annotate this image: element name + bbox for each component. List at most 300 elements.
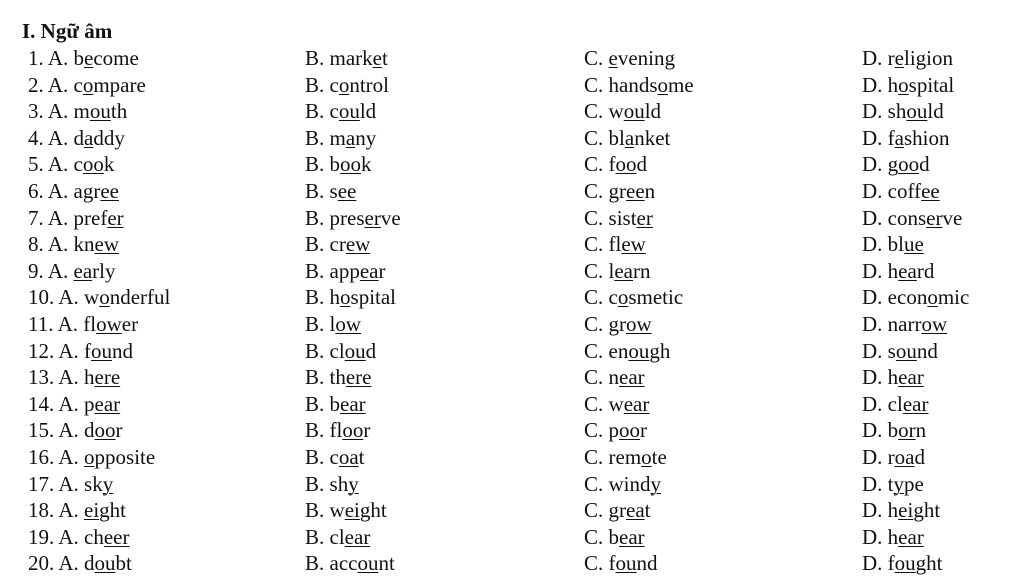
option-letter: A. [58, 418, 79, 443]
section-title: I. Ngữ âm [22, 19, 113, 43]
underlined-sound: ou [628, 338, 650, 363]
underlined-sound: ou [615, 551, 637, 576]
answer-option [28, 205, 124, 232]
question-number: 20. [28, 551, 55, 576]
option-word [330, 99, 377, 123]
option-word [609, 259, 651, 283]
word-part: ght [913, 498, 941, 523]
option-word [84, 472, 113, 496]
underlined-sound: oo [615, 152, 637, 177]
word-part: bt [115, 551, 132, 576]
option-letter: C. [584, 444, 604, 469]
option-word [330, 152, 372, 176]
option-word [330, 498, 387, 522]
option-word [74, 73, 146, 97]
word-part: d [914, 444, 925, 469]
option-letter: C. [584, 418, 604, 443]
underlined-sound: ew [621, 232, 646, 257]
option-letter: A. [58, 471, 79, 496]
answer-option [862, 72, 954, 99]
option-letter: B. [305, 444, 325, 469]
option-letter: A. [47, 99, 69, 124]
word-part: pref [73, 205, 108, 230]
word-part: mic [937, 285, 970, 310]
word-part: te [651, 444, 667, 469]
underlined-sound: ow [96, 311, 122, 336]
question-row [0, 550, 1024, 577]
option-word [888, 365, 924, 389]
word-part: fl [83, 311, 97, 336]
word-part: ght [915, 551, 943, 576]
question-row [0, 98, 1024, 125]
word-part: coff [887, 178, 922, 203]
word-part: ght [99, 498, 127, 523]
answer-option [305, 497, 387, 524]
underlined-sound: e [608, 46, 618, 70]
underlined-sound: ear [898, 365, 924, 390]
word-part: gr [608, 178, 627, 203]
option-letter: A. [58, 498, 79, 523]
underlined-sound: ew [345, 232, 371, 257]
option-word [609, 206, 653, 230]
word-part: sk [84, 471, 103, 496]
question-row [0, 444, 1024, 471]
word-part: g [887, 152, 899, 177]
word-part: p [84, 391, 95, 416]
option-word [888, 99, 944, 123]
word-part: nket [634, 125, 671, 150]
underlined-sound: er [364, 205, 381, 230]
option-word [74, 152, 115, 176]
option-letter: B. [305, 498, 325, 523]
answer-option [305, 151, 372, 178]
word-part: nd [636, 551, 658, 576]
word-part: bl [608, 125, 625, 150]
question-row [0, 231, 1024, 258]
question-row [0, 391, 1024, 418]
answer-option [584, 72, 694, 99]
question-number: 12. [28, 338, 55, 363]
answer-option [584, 338, 670, 365]
option-letter: B. [305, 46, 325, 70]
answer-option [584, 550, 658, 577]
word-part: c [608, 285, 618, 310]
word-part: shion [904, 125, 950, 150]
option-word [609, 445, 667, 469]
word-part: f [608, 152, 616, 177]
option-letter: B. [305, 524, 325, 549]
option-word [609, 418, 648, 442]
question-row [0, 205, 1024, 232]
answer-option [305, 550, 395, 577]
question-row [0, 524, 1024, 551]
answer-option [584, 284, 683, 311]
word-part: me [668, 72, 694, 97]
word-part: w [329, 498, 345, 523]
underlined-sound: ear [619, 524, 645, 549]
answer-option [28, 125, 125, 152]
underlined-sound: a [894, 125, 904, 150]
option-letter: A. [47, 205, 69, 230]
option-word [330, 418, 371, 442]
word-part: cl [887, 391, 903, 416]
word-part: f [608, 551, 616, 576]
option-letter: B. [305, 471, 325, 496]
answer-option [584, 391, 649, 418]
word-part: s [329, 178, 338, 203]
answer-option [305, 284, 396, 311]
word-part: k [103, 152, 115, 177]
option-word [74, 206, 124, 230]
option-letter: A. [58, 338, 79, 363]
answer-option [305, 125, 376, 152]
answer-option [862, 311, 947, 338]
word-part: narr [887, 311, 922, 336]
underlined-sound: or [898, 418, 916, 443]
word-part: m [329, 125, 346, 150]
option-letter: B. [305, 418, 325, 443]
option-letter: A. [58, 524, 79, 549]
word-part: nderful [109, 285, 171, 310]
word-part: n [915, 418, 927, 443]
word-part: agr [73, 178, 101, 203]
underlined-sound: e [372, 46, 382, 70]
option-word [609, 392, 650, 416]
option-letter: D. [862, 311, 883, 336]
option-letter: A. [58, 551, 79, 576]
option-letter: C. [584, 285, 604, 310]
option-letter: A. [47, 178, 69, 203]
answer-option [862, 178, 940, 205]
option-letter: B. [305, 99, 325, 124]
question-number: 9. [28, 258, 44, 283]
underlined-sound: a [345, 125, 356, 150]
word-part: ch [84, 524, 104, 549]
option-letter: B. [305, 125, 325, 150]
option-letter: C. [584, 524, 604, 549]
option-letter: A. [47, 46, 69, 70]
word-part: r [115, 418, 123, 443]
answer-option [862, 284, 969, 311]
question-row [0, 178, 1024, 205]
underlined-sound: ee [100, 178, 119, 203]
option-letter: D. [862, 205, 883, 230]
word-part: pres [329, 205, 365, 230]
underlined-sound: ou [338, 99, 360, 124]
answer-option [305, 258, 386, 285]
answer-option [862, 471, 924, 498]
option-letter: D. [862, 258, 883, 283]
underlined-sound: ow [626, 311, 652, 336]
option-letter: B. [305, 391, 325, 416]
word-part: h [329, 285, 341, 310]
underlined-sound: ei [84, 498, 100, 523]
word-part: f [84, 338, 92, 363]
option-word [609, 152, 648, 176]
word-part: h [84, 365, 95, 390]
option-word [74, 46, 139, 70]
word-part: t [887, 471, 894, 496]
option-letter: A. [47, 72, 69, 97]
option-letter: A. [47, 258, 69, 283]
option-word [74, 259, 116, 283]
option-word [609, 498, 651, 522]
word-part: vening [617, 46, 675, 70]
option-word [330, 525, 371, 549]
option-word [888, 312, 947, 336]
word-part: r [887, 444, 895, 469]
option-word [330, 339, 377, 363]
underlined-sound: ear [340, 391, 366, 416]
word-part: th [110, 99, 128, 124]
question-number: 14. [28, 391, 55, 416]
question-number: 8. [28, 232, 44, 257]
question-list [0, 45, 1024, 577]
answer-option [584, 311, 652, 338]
underlined-sound: ere [345, 365, 372, 390]
option-letter: A. [57, 311, 78, 336]
option-word [330, 46, 388, 70]
word-part: cl [329, 338, 345, 363]
word-part: l [329, 311, 336, 336]
option-letter: A. [47, 152, 69, 177]
word-part: rd [916, 258, 935, 283]
word-part: b [887, 418, 899, 443]
option-word [888, 232, 924, 256]
answer-option [862, 231, 924, 258]
underlined-sound: o [340, 285, 351, 310]
option-letter: C. [584, 125, 604, 150]
word-part: wind [608, 471, 651, 496]
word-part: ntrol [349, 72, 390, 97]
option-letter: C. [584, 258, 604, 283]
underlined-sound: o [617, 285, 629, 310]
word-part: econ [887, 285, 928, 310]
answer-option [862, 258, 934, 285]
option-word [84, 418, 123, 442]
word-part: h [887, 524, 899, 549]
word-part: bl [887, 232, 905, 257]
answer-option [584, 471, 661, 498]
answer-option [305, 444, 365, 471]
option-word [888, 179, 940, 203]
option-word [330, 259, 386, 283]
underlined-sound: y [102, 471, 114, 496]
option-letter: D. [862, 99, 883, 124]
underlined-sound: ee [337, 178, 357, 203]
question-row [0, 311, 1024, 338]
underlined-sound: ea [898, 258, 917, 283]
option-word [609, 472, 662, 496]
option-word [330, 312, 362, 336]
answer-option [28, 550, 132, 577]
answer-option [28, 98, 127, 125]
word-part: h [887, 72, 899, 97]
option-word [330, 206, 401, 230]
question-number: 5. [28, 152, 44, 177]
word-part: gr [608, 311, 627, 336]
word-part: cons [887, 205, 927, 230]
option-letter: C. [584, 99, 604, 124]
answer-option [584, 444, 667, 471]
underlined-sound: o [84, 444, 95, 469]
option-letter: B. [305, 178, 325, 203]
answer-option [584, 205, 653, 232]
option-word [84, 365, 120, 389]
option-word [888, 73, 955, 97]
word-part: h [887, 258, 899, 283]
option-letter: C. [584, 232, 604, 257]
option-letter: D. [862, 391, 883, 416]
underlined-sound: ea [359, 258, 379, 283]
answer-option [862, 125, 950, 152]
option-word [888, 392, 929, 416]
underlined-sound: ear [902, 391, 929, 416]
option-word [74, 126, 125, 150]
option-word [888, 206, 963, 230]
option-letter: B. [305, 152, 325, 177]
question-number: 6. [28, 178, 44, 203]
underlined-sound: ei [898, 498, 914, 523]
word-part: come [93, 46, 139, 70]
question-number: 15. [28, 418, 55, 443]
option-word [888, 259, 935, 283]
option-letter: D. [862, 125, 883, 150]
option-word [84, 445, 155, 469]
question-number: 16. [28, 444, 55, 469]
option-letter: C. [584, 46, 604, 70]
option-letter: D. [862, 524, 883, 549]
option-letter: C. [584, 205, 604, 230]
answer-option [862, 391, 928, 418]
word-part: ld [644, 99, 662, 124]
underlined-sound: er [636, 205, 653, 230]
option-word [83, 312, 138, 336]
question-number: 2. [28, 72, 44, 97]
word-part: kn [73, 232, 95, 257]
answer-option [862, 338, 938, 365]
word-part: f [887, 551, 895, 576]
question-number: 4. [28, 125, 44, 150]
answer-option [584, 524, 645, 551]
answer-option [28, 524, 129, 551]
answer-option [862, 444, 925, 471]
option-letter: D. [862, 338, 883, 363]
option-letter: B. [305, 365, 325, 390]
underlined-sound: o [99, 285, 110, 310]
underlined-sound: ou [895, 338, 917, 363]
option-word [330, 232, 371, 256]
answer-option [305, 364, 372, 391]
word-part: d [73, 125, 85, 150]
question-row [0, 338, 1024, 365]
option-word [888, 152, 930, 176]
underlined-sound: ear [623, 391, 650, 416]
option-letter: A. [58, 391, 79, 416]
option-letter: D. [862, 72, 883, 97]
answer-option [584, 231, 646, 258]
question-row [0, 151, 1024, 178]
option-word [888, 445, 925, 469]
answer-option [584, 178, 655, 205]
answer-option [862, 98, 944, 125]
word-part: acc [329, 551, 358, 576]
answer-option [28, 364, 120, 391]
underlined-sound: ea [73, 258, 93, 283]
word-part: hands [608, 72, 658, 97]
underlined-sound: oo [898, 152, 920, 177]
question-number: 11. [28, 311, 54, 336]
question-row [0, 417, 1024, 444]
underlined-sound: a [84, 125, 94, 150]
question-number: 10. [28, 285, 55, 310]
option-word [609, 312, 652, 336]
underlined-sound: ou [623, 99, 645, 124]
option-letter: C. [584, 72, 604, 97]
answer-option [28, 284, 170, 311]
word-part: h [887, 498, 899, 523]
word-part: h [887, 365, 899, 390]
answer-option [305, 417, 370, 444]
word-part: nd [112, 338, 134, 363]
word-part: rn [633, 258, 651, 283]
option-letter: B. [305, 338, 325, 363]
option-letter: A. [47, 125, 69, 150]
underlined-sound: a [624, 125, 635, 150]
question-number: 19. [28, 524, 55, 549]
answer-option [862, 364, 924, 391]
answer-option [305, 45, 388, 72]
answer-option [862, 497, 940, 524]
word-part: ddy [93, 125, 125, 150]
underlined-sound: ew [94, 232, 120, 257]
answer-option [862, 205, 962, 232]
question-row [0, 45, 1024, 72]
option-letter: C. [584, 152, 604, 177]
option-letter: A. [47, 232, 69, 257]
question-number: 1. [28, 46, 44, 70]
option-letter: B. [305, 232, 325, 257]
word-part: fl [608, 232, 622, 257]
underlined-sound: ow [921, 311, 948, 336]
word-part: w [608, 391, 624, 416]
answer-option [305, 471, 359, 498]
answer-option [28, 338, 133, 365]
option-word [609, 73, 694, 97]
word-part: mark [329, 46, 373, 70]
word-part: c [329, 444, 339, 469]
option-letter: D. [862, 285, 883, 310]
word-part: sh [329, 471, 349, 496]
word-part: w [84, 285, 100, 310]
underlined-sound: o [657, 72, 669, 97]
question-row [0, 497, 1024, 524]
option-word [888, 339, 938, 363]
answer-option [305, 311, 361, 338]
word-part: l [608, 258, 615, 283]
option-word [330, 285, 397, 309]
option-letter: C. [584, 551, 604, 576]
underlined-sound: oa [894, 444, 915, 469]
word-part: c [73, 72, 83, 97]
underlined-sound: ear [619, 365, 645, 390]
underlined-sound: oo [82, 152, 104, 177]
option-word [84, 285, 170, 309]
word-part: ve [942, 205, 963, 230]
word-part: ve [380, 205, 401, 230]
underlined-sound: ou [91, 338, 113, 363]
underlined-sound: oa [338, 444, 359, 469]
